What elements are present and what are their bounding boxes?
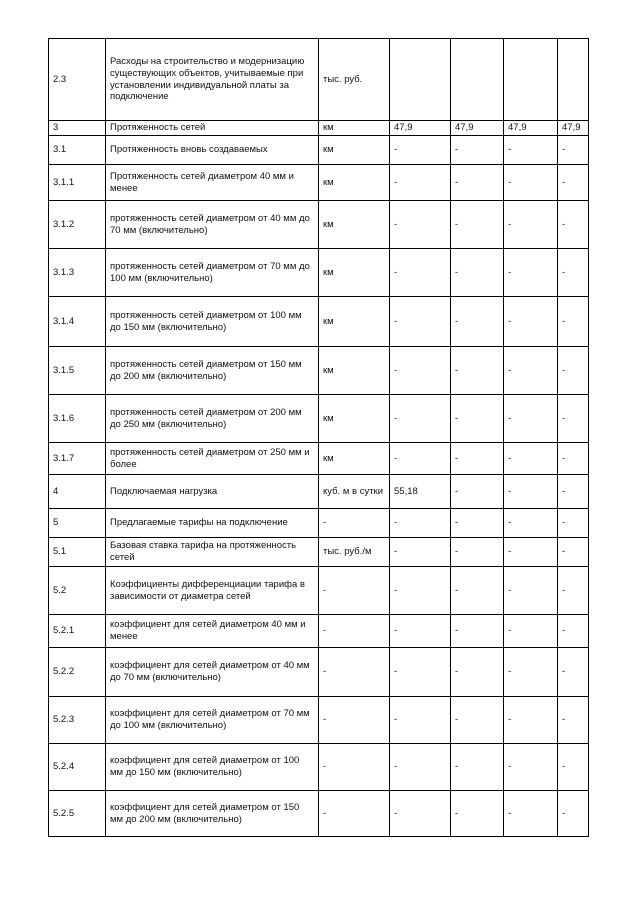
row-value: 47,9 <box>451 121 504 136</box>
row-value: - <box>504 297 558 347</box>
row-number: 3.1.3 <box>49 249 106 297</box>
row-value: - <box>558 791 589 837</box>
row-number: 5.1 <box>49 538 106 567</box>
row-value: - <box>451 744 504 791</box>
row-value: - <box>558 744 589 791</box>
row-number: 3.1.1 <box>49 165 106 201</box>
row-value: - <box>390 347 451 395</box>
row-value: - <box>504 475 558 509</box>
row-unit: км <box>319 201 390 249</box>
row-value: - <box>451 249 504 297</box>
row-number: 5.2.5 <box>49 791 106 837</box>
row-unit: км <box>319 136 390 165</box>
row-number: 3.1.6 <box>49 395 106 443</box>
row-value: - <box>390 249 451 297</box>
row-value: - <box>451 475 504 509</box>
row-value: - <box>451 297 504 347</box>
table-row <box>49 201 589 249</box>
row-value: - <box>390 201 451 249</box>
row-value: - <box>558 648 589 697</box>
row-value: - <box>558 201 589 249</box>
row-value: - <box>504 697 558 744</box>
row-value: - <box>451 347 504 395</box>
row-unit: тыс. руб./м <box>319 538 390 567</box>
row-value: - <box>558 297 589 347</box>
row-value <box>504 39 558 121</box>
row-indicator-name: протяженность сетей диаметром от 200 мм до 250 мм (включительно) <box>106 395 319 443</box>
row-unit: км <box>319 165 390 201</box>
row-value: - <box>504 136 558 165</box>
row-value: 47,9 <box>504 121 558 136</box>
row-value: - <box>504 567 558 615</box>
table-row <box>49 395 589 443</box>
row-indicator-name: коэффициент для сетей диаметром от 40 мм до 70 мм (включительно) <box>106 648 319 697</box>
row-value: - <box>558 615 589 648</box>
row-value: - <box>504 648 558 697</box>
row-indicator-name: Предлагаемые тарифы на подключение <box>106 509 319 538</box>
row-value <box>558 39 589 121</box>
row-unit: - <box>319 567 390 615</box>
table-row <box>49 509 589 538</box>
table-row <box>49 567 589 615</box>
row-value: - <box>390 297 451 347</box>
table-row <box>49 744 589 791</box>
row-number: 2.3 <box>49 39 106 121</box>
row-value: - <box>451 615 504 648</box>
row-value: - <box>504 538 558 567</box>
row-value: - <box>558 538 589 567</box>
row-value: - <box>504 201 558 249</box>
row-indicator-name: протяженность сетей диаметром от 40 мм до 70 мм (включительно) <box>106 201 319 249</box>
row-value: 55,18 <box>390 475 451 509</box>
row-number: 3.1.4 <box>49 297 106 347</box>
row-value: 47,9 <box>390 121 451 136</box>
row-number: 3.1.2 <box>49 201 106 249</box>
row-indicator-name: протяженность сетей диаметром от 100 мм до 150 мм (включительно) <box>106 297 319 347</box>
row-indicator-name: Протяженность сетей диаметром 40 мм и менее <box>106 165 319 201</box>
row-value: - <box>504 249 558 297</box>
row-indicator-name: Расходы на строительство и модернизацию существующих объектов, учитываемые при установлении индивидуальной платы за подключение <box>106 39 319 121</box>
row-value: - <box>558 443 589 475</box>
row-value: - <box>451 509 504 538</box>
row-number: 5.2.3 <box>49 697 106 744</box>
row-value: - <box>451 443 504 475</box>
row-value: - <box>451 538 504 567</box>
row-value: - <box>390 697 451 744</box>
table-row <box>49 136 589 165</box>
row-indicator-name: Протяженность сетей <box>106 121 319 136</box>
row-unit: км <box>319 443 390 475</box>
row-value: - <box>558 475 589 509</box>
tariff-table-body <box>49 39 589 837</box>
row-unit: км <box>319 121 390 136</box>
row-value: - <box>451 791 504 837</box>
tariff-table <box>48 38 589 837</box>
row-indicator-name: Коэффициенты дифференциации тарифа в зависимости от диаметра сетей <box>106 567 319 615</box>
row-number: 5 <box>49 509 106 538</box>
row-number: 5.2.2 <box>49 648 106 697</box>
row-value <box>451 39 504 121</box>
table-row <box>49 297 589 347</box>
table-row <box>49 121 589 136</box>
row-value: - <box>390 165 451 201</box>
row-value: - <box>451 136 504 165</box>
row-unit: куб. м в сутки <box>319 475 390 509</box>
row-value: - <box>451 395 504 443</box>
table-row <box>49 249 589 297</box>
row-indicator-name: протяженность сетей диаметром от 70 мм до 100 мм (включительно) <box>106 249 319 297</box>
row-unit: - <box>319 697 390 744</box>
row-value: - <box>558 249 589 297</box>
row-number: 5.2 <box>49 567 106 615</box>
row-indicator-name: Подключаемая нагрузка <box>106 475 319 509</box>
table-row <box>49 615 589 648</box>
row-unit: км <box>319 395 390 443</box>
row-value: - <box>504 509 558 538</box>
row-number: 5.2.1 <box>49 615 106 648</box>
table-row <box>49 39 589 121</box>
row-indicator-name: коэффициент для сетей диаметром 40 мм и менее <box>106 615 319 648</box>
row-value: - <box>504 615 558 648</box>
row-value: - <box>558 697 589 744</box>
row-number: 5.2.4 <box>49 744 106 791</box>
table-row <box>49 165 589 201</box>
row-value: - <box>558 509 589 538</box>
row-indicator-name: коэффициент для сетей диаметром от 100 мм до 150 мм (включительно) <box>106 744 319 791</box>
row-number: 3.1.7 <box>49 443 106 475</box>
row-number: 4 <box>49 475 106 509</box>
table-row <box>49 347 589 395</box>
row-value: - <box>558 136 589 165</box>
row-number: 3 <box>49 121 106 136</box>
row-value: - <box>504 165 558 201</box>
row-value: - <box>390 395 451 443</box>
row-number: 3.1 <box>49 136 106 165</box>
row-value: - <box>451 165 504 201</box>
row-indicator-name: протяженность сетей диаметром от 250 мм и более <box>106 443 319 475</box>
row-value: - <box>558 395 589 443</box>
table-row <box>49 648 589 697</box>
row-value: - <box>504 347 558 395</box>
row-unit: км <box>319 347 390 395</box>
row-unit: - <box>319 648 390 697</box>
row-value: - <box>504 443 558 475</box>
row-value: - <box>504 395 558 443</box>
row-unit: - <box>319 615 390 648</box>
row-number: 3.1.5 <box>49 347 106 395</box>
row-value: - <box>451 648 504 697</box>
row-unit: км <box>319 297 390 347</box>
row-value: - <box>558 347 589 395</box>
row-unit: км <box>319 249 390 297</box>
row-indicator-name: Протяженность вновь создаваемых <box>106 136 319 165</box>
table-row <box>49 791 589 837</box>
row-value: - <box>451 697 504 744</box>
row-value: - <box>390 744 451 791</box>
row-unit: - <box>319 744 390 791</box>
row-value: - <box>390 791 451 837</box>
row-value: - <box>504 744 558 791</box>
row-indicator-name: коэффициент для сетей диаметром от 150 мм до 200 мм (включительно) <box>106 791 319 837</box>
row-value: - <box>504 791 558 837</box>
row-value: - <box>390 538 451 567</box>
table-row <box>49 443 589 475</box>
table-row <box>49 475 589 509</box>
row-value: - <box>390 509 451 538</box>
row-value: - <box>451 567 504 615</box>
row-unit: - <box>319 791 390 837</box>
row-indicator-name: Базовая ставка тарифа на протяженность сетей <box>106 538 319 567</box>
row-value: - <box>390 615 451 648</box>
row-value: - <box>390 443 451 475</box>
row-value: - <box>390 136 451 165</box>
row-indicator-name: коэффициент для сетей диаметром от 70 мм до 100 мм (включительно) <box>106 697 319 744</box>
row-value: - <box>390 567 451 615</box>
row-unit: тыс. руб. <box>319 39 390 121</box>
row-unit: - <box>319 509 390 538</box>
row-value: - <box>558 567 589 615</box>
row-value: - <box>390 648 451 697</box>
row-value: - <box>558 165 589 201</box>
row-value <box>390 39 451 121</box>
table-row <box>49 697 589 744</box>
row-indicator-name: протяженность сетей диаметром от 150 мм до 200 мм (включительно) <box>106 347 319 395</box>
row-value: - <box>451 201 504 249</box>
table-row <box>49 538 589 567</box>
row-value: 47,9 <box>558 121 589 136</box>
